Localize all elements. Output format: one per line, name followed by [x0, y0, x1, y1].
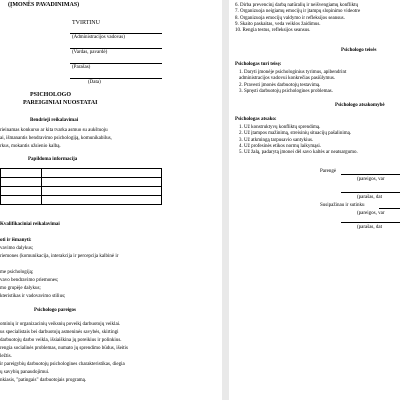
approve-line-2: [70, 48, 162, 49]
general-line-2: ai, išmanantis bendravimo psichologiją, komunikabilus,: [0, 136, 112, 141]
table-cell[interactable]: [42, 187, 162, 196]
qualification-line-5: vavo bendravimo priemones;: [0, 278, 59, 283]
table-cell[interactable]: [1, 187, 42, 196]
approve-caption-signature: (Parašas): [72, 65, 91, 70]
acknowledged-position-caption: (pareigos, var: [357, 211, 385, 216]
doc-title-line-2: PAREIGINIAI NUOSTATAI: [23, 100, 98, 106]
responsibility-list: [239, 125, 358, 156]
duties-line-2: us specialistais bei darbuotojų asmeninės savybės, skirtingi: [0, 330, 119, 335]
qualification-subheading: oti ir išmanyti:: [0, 238, 32, 243]
document-page-2: [229, 0, 400, 400]
company-name: (ĮMONĖS PAVADINIMAS): [8, 2, 80, 8]
prepared-signature-caption: (parašas, dat: [357, 195, 382, 200]
table-cell[interactable]: [1, 169, 42, 178]
table-cell[interactable]: [42, 196, 162, 205]
list-item: 3. Už atkmingą tarpusavio santykius.: [239, 137, 314, 143]
approve-caption-name: (Vardas, pavardė): [72, 50, 108, 55]
list-item: 3. Spręsti darbuotojų psichologines problemas.: [239, 88, 333, 94]
duties-line-8: nkiasis, "patingais" darbuotojais programą.: [0, 378, 87, 383]
list-item: 2. Pravesti įmonės darbuotojų testavimą.: [239, 82, 321, 88]
table-cell[interactable]: [1, 178, 42, 187]
list-item: 1. Daryti įmonėje psichologinius tyrimus, apibendrint: [239, 70, 347, 75]
approve-line-1: [70, 33, 162, 34]
acknowledged-signature-line: [341, 222, 400, 223]
doc-title-line-1: PSICHOLOGO: [30, 92, 72, 98]
rights-subheading: Psichologas turi teisę:: [235, 62, 282, 67]
approve-label: TVIRTINU: [72, 20, 100, 26]
prepared-by-label: Parengė: [320, 169, 337, 174]
general-line-1: rieinamas konkurso ar kita tvarka asmuo su aukštuoju: [0, 128, 108, 133]
acknowledged-line: [379, 208, 400, 209]
list-item: 7. Organizuoja neigiamų emocijų ir įtampų slopinimo videotre: [235, 9, 361, 15]
rights-list: [239, 70, 346, 95]
list-item: 9. Skaito paskaitas, veda veiklos žaidimus.: [235, 21, 321, 27]
duties-continued-list: [235, 3, 360, 34]
section-duties-heading: Psichologo pareigos: [34, 308, 76, 313]
list-item: 10. Rengia testus, refleksijos seansus.: [235, 28, 311, 34]
acknowledged-label: Susipažinau ir sutinku: [320, 203, 365, 208]
qualification-line-6: mo grupėje dalykus;: [0, 286, 41, 291]
table-cell[interactable]: [42, 178, 162, 187]
list-item: 5. Už žalą, padarytą įmonei dėl savo kaltės ar neatsargumo.: [239, 150, 358, 156]
section-qualification-heading: Kvalifikaciniai reikalavimai: [0, 222, 60, 227]
list-item: 2. Už įtampos mažinimą, streisinių situacijų pašalinimą.: [239, 131, 352, 137]
additional-info-table: [0, 168, 162, 205]
responsibility-subheading: Psichologas atsako:: [235, 117, 277, 122]
section-rights-heading: Psichologo teisės: [341, 48, 377, 53]
table-cell[interactable]: [42, 169, 162, 178]
table-cell[interactable]: [1, 196, 42, 205]
approve-caption-date: (Data): [88, 80, 101, 85]
prepared-position-caption: (pareigos, var: [357, 177, 385, 182]
approve-line-3: [70, 63, 162, 64]
approve-caption-admin: (Administracijos vadovas): [72, 35, 125, 40]
section-responsibility-heading: Psichologo atsakomybė: [335, 103, 385, 108]
general-line-3: rkus, mokantis užsienio kalbą.: [0, 144, 61, 149]
qualification-line-7: kteristikas ir vadovavimo stilius;: [0, 294, 66, 299]
list-item: 6. Dirba prevencinį darbą natūralių ir neišvengiamų konfliktų: [235, 3, 359, 8]
prepared-signature-line: [341, 192, 400, 193]
table-row: [1, 196, 162, 205]
duties-line-7: ų savybių panaudojimui.: [0, 370, 50, 375]
duties-line-3: darbuotojų darbo veikla, išsiaiškina jų poreikius ir polinkius.: [0, 338, 122, 343]
list-item: 8. Organizuoja emocijų valdymo ir refleksijos seansus.: [235, 15, 345, 21]
qualification-line-1: vavimo dalykus;: [0, 246, 34, 251]
list-item: 4. Už profesinės etikos normų laikymąsi.: [239, 143, 322, 149]
table-row: [1, 178, 162, 187]
prepared-by-line: [341, 174, 400, 175]
list-item: 1. Už konstruktyvų konfliktų sprendimą.: [239, 125, 321, 130]
duties-line-6: ir pareigybių darbuotojų psichologines charakteristikas, diegia: [0, 362, 125, 367]
section-additional-heading: Papildoma informacija: [28, 157, 78, 162]
duties-line-4: rengia socialinės problemas, numato jų sprendimo būdus, išeitis: [0, 346, 128, 351]
table-row: [1, 187, 162, 196]
table-row: [1, 169, 162, 178]
qualification-line-2: riemones (komunikacija, interakcija ir percepcija kalbinė ir: [0, 254, 119, 259]
list-item: administracijos vadovui konkrečias pasiūlymus.: [239, 76, 336, 82]
qualification-line-4: me psichologiją;: [0, 270, 34, 275]
duties-line-1: ominių ir organizacinių veiksnių poveikį darbuotojų veiklai.: [0, 322, 121, 327]
duties-line-5: ležtis.: [0, 354, 12, 359]
section-general-heading: Bendrieji reikalavimai: [30, 118, 79, 123]
acknowledged-signature-caption: (parašas, dat: [357, 225, 382, 230]
approve-line-4: [70, 78, 162, 79]
